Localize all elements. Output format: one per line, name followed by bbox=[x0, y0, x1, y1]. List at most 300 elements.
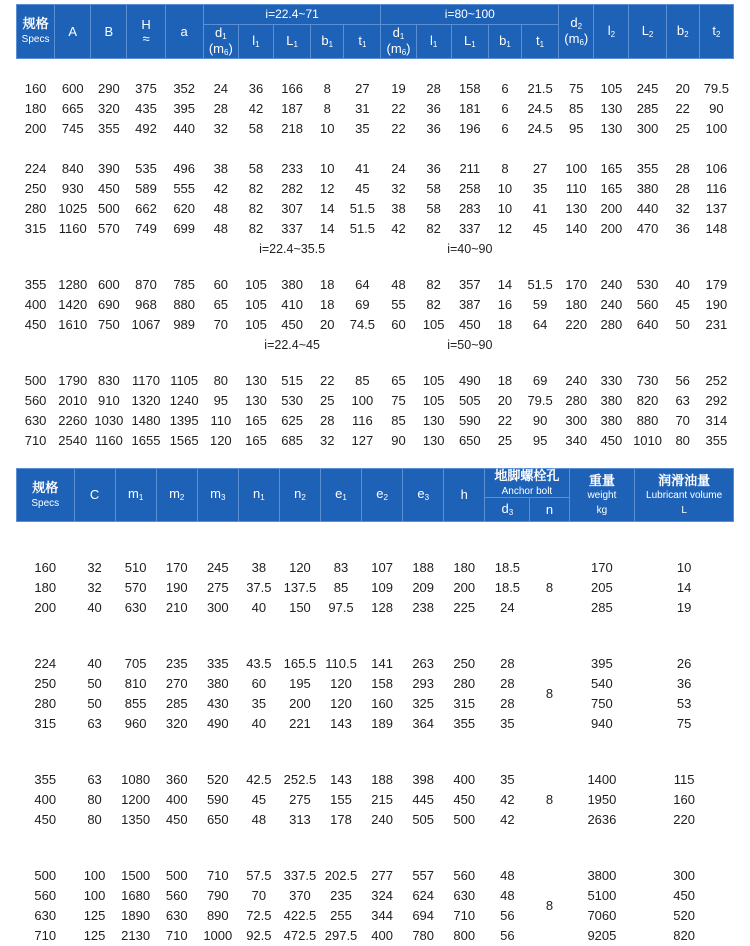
table-cell: 240 bbox=[565, 373, 588, 388]
table-cell: 440 bbox=[173, 121, 196, 136]
table-cell: 270 bbox=[165, 676, 188, 692]
table-cell: 800 bbox=[453, 928, 476, 944]
table-cell: 1105 bbox=[170, 373, 199, 388]
table-cell: 500 bbox=[165, 868, 188, 884]
group-separator bbox=[17, 618, 734, 638]
table-cell: 1320 bbox=[131, 393, 161, 408]
table-cell: 280 bbox=[24, 201, 47, 216]
table-cell: 80 bbox=[675, 433, 690, 448]
table-cell: 1480 bbox=[131, 413, 161, 428]
table-cell: 85 bbox=[569, 101, 584, 116]
table-cell: 8 bbox=[323, 101, 331, 116]
lubricant-cell: 53 bbox=[676, 696, 692, 712]
table-cell: 42 bbox=[391, 221, 406, 236]
table-cell: 105 bbox=[422, 317, 445, 332]
table-cell: 1655 bbox=[131, 433, 161, 448]
table-row bbox=[17, 926, 734, 946]
table-cell: 315 bbox=[34, 716, 57, 732]
table-cell: 492 bbox=[135, 121, 157, 136]
table-cell: 28 bbox=[500, 656, 515, 672]
table-cell: 630 bbox=[165, 908, 188, 924]
table-cell: 40 bbox=[87, 600, 102, 616]
table-cell: 630 bbox=[34, 908, 57, 924]
table-cell: 650 bbox=[458, 433, 481, 448]
lubricant-cell: 115 bbox=[673, 772, 695, 788]
table-cell: 2540 bbox=[58, 433, 88, 448]
table-cell: 749 bbox=[135, 221, 157, 236]
table-cell: 65 bbox=[213, 297, 229, 312]
table-cell: 36 bbox=[675, 221, 690, 236]
header-m3: $m_3$ bbox=[197, 469, 238, 522]
table-row bbox=[17, 866, 734, 886]
table-cell: 35 bbox=[500, 716, 515, 732]
table-cell: 130 bbox=[245, 373, 267, 388]
group-spacer bbox=[17, 638, 734, 654]
table-cell: 422.5 bbox=[283, 908, 317, 924]
header-e2: $e_2$ bbox=[362, 469, 403, 522]
table-cell: 360 bbox=[165, 772, 188, 788]
table-cell: 830 bbox=[98, 373, 120, 388]
table-cell: 285 bbox=[165, 696, 188, 712]
table-cell: 82 bbox=[426, 221, 441, 236]
table-cell: 496 bbox=[173, 161, 196, 176]
table-cell: 22 bbox=[675, 101, 690, 116]
table-cell: 25 bbox=[497, 433, 513, 448]
table-cell: 85 bbox=[355, 373, 370, 388]
table-cell: 72.5 bbox=[246, 908, 272, 924]
table-cell: 200 bbox=[34, 600, 57, 616]
table-cell: 137 bbox=[705, 201, 728, 216]
table-cell: 250 bbox=[24, 181, 47, 196]
table-cell: 55 bbox=[391, 297, 406, 312]
group-separator bbox=[17, 59, 734, 80]
table-cell: 450 bbox=[34, 812, 57, 828]
table-cell: 880 bbox=[173, 297, 196, 312]
header-lubricant: 润滑油量 Lubricant volume L bbox=[635, 469, 734, 522]
table-cell: 910 bbox=[98, 393, 120, 408]
table-cell: 42 bbox=[248, 101, 264, 116]
table-cell: 24.5 bbox=[527, 121, 553, 136]
table-cell: 450 bbox=[453, 792, 476, 808]
table-cell: 160 bbox=[371, 696, 393, 712]
table-cell: 235 bbox=[330, 888, 352, 904]
table-cell: 28 bbox=[426, 81, 441, 96]
table-cell: 1080 bbox=[121, 772, 151, 788]
table-cell: 95 bbox=[569, 121, 584, 136]
table-cell: 80 bbox=[213, 373, 229, 388]
table-cell: 10 bbox=[320, 121, 335, 136]
table-cell: 74.5 bbox=[349, 317, 376, 332]
lubricant-cell: 10 bbox=[676, 560, 692, 576]
table-cell: 109 bbox=[371, 580, 393, 596]
table-cell: 500 bbox=[453, 812, 476, 828]
table-cell: 630 bbox=[453, 888, 476, 904]
table-cell: 989 bbox=[173, 317, 196, 332]
table-cell: 58 bbox=[248, 161, 264, 176]
table-cell: 1160 bbox=[94, 433, 123, 448]
table-cell: 570 bbox=[124, 580, 147, 596]
table-cell: 190 bbox=[165, 580, 188, 596]
table-cell: 435 bbox=[135, 101, 157, 116]
table-cell: 45 bbox=[251, 792, 267, 808]
group-spacer bbox=[17, 355, 734, 371]
table-cell: 195 bbox=[289, 676, 311, 692]
table-cell: 380 bbox=[600, 393, 623, 408]
lubricant-cell: 300 bbox=[673, 868, 695, 884]
table-cell: 560 bbox=[453, 868, 476, 884]
table-cell: 24 bbox=[391, 161, 406, 176]
table-cell: 300 bbox=[206, 600, 229, 616]
table-cell: 180 bbox=[565, 297, 588, 312]
table-cell: 180 bbox=[34, 580, 57, 596]
table-cell: 38 bbox=[213, 161, 229, 176]
group-separator bbox=[17, 830, 734, 850]
header-d1-a: $d_1$ $(m_6)$ bbox=[203, 25, 238, 59]
table-cell: 240 bbox=[600, 297, 623, 312]
table-row bbox=[17, 810, 734, 830]
table-cell: 178 bbox=[330, 812, 352, 828]
table-cell: 307 bbox=[281, 201, 303, 216]
table-cell: 297.5 bbox=[324, 928, 358, 944]
table-cell: 1240 bbox=[169, 393, 199, 408]
lubricant-cell: 520 bbox=[673, 908, 695, 924]
table-cell: 400 bbox=[24, 297, 47, 312]
header-A: A bbox=[55, 5, 91, 59]
table-cell: 890 bbox=[206, 908, 229, 924]
table-cell: 400 bbox=[453, 772, 476, 788]
ratio-range-label: i=22.4~45 bbox=[264, 338, 320, 352]
header-e3: $e_3$ bbox=[403, 469, 444, 522]
table-cell: 158 bbox=[458, 81, 481, 96]
table-cell: 48 bbox=[500, 888, 515, 904]
table-cell: 395 bbox=[173, 101, 196, 116]
table-cell: 128 bbox=[371, 600, 393, 616]
table-cell: 390 bbox=[98, 161, 120, 176]
table-cell: 82 bbox=[248, 201, 264, 216]
table-cell: 275 bbox=[289, 792, 311, 808]
group-spacer bbox=[17, 754, 734, 770]
table-cell: 41 bbox=[355, 161, 370, 176]
table-cell: 221 bbox=[289, 716, 311, 732]
table-cell: 28 bbox=[320, 413, 335, 428]
header-h: h bbox=[444, 469, 485, 522]
table-cell: 130 bbox=[422, 413, 445, 428]
table-cell: 18 bbox=[497, 317, 513, 332]
table-cell: 300 bbox=[565, 413, 588, 428]
table-cell: 18 bbox=[320, 297, 335, 312]
table-cell: 32 bbox=[320, 433, 335, 448]
table-cell: 14 bbox=[320, 221, 335, 236]
table-cell: 440 bbox=[636, 201, 659, 216]
table-cell: 116 bbox=[706, 181, 727, 196]
table-cell: 240 bbox=[600, 277, 623, 292]
table-cell: 1565 bbox=[169, 433, 199, 448]
table-cell: 75 bbox=[569, 81, 584, 96]
table-cell: 63 bbox=[675, 393, 690, 408]
table-cell: 79.5 bbox=[703, 81, 730, 96]
table-cell: 515 bbox=[281, 373, 303, 388]
table-cell: 209 bbox=[412, 580, 435, 596]
table-cell: 337 bbox=[458, 221, 481, 236]
table-cell: 70 bbox=[213, 317, 229, 332]
header-b1-b: $b_1$ bbox=[488, 25, 521, 59]
table-cell: 82 bbox=[248, 181, 264, 196]
table-cell: 22 bbox=[320, 373, 335, 388]
dimension-table-1 bbox=[16, 4, 734, 451]
table-cell: 450 bbox=[600, 433, 623, 448]
table-cell: 38 bbox=[391, 201, 406, 216]
table-cell: 445 bbox=[412, 792, 435, 808]
table-cell: 110 bbox=[565, 181, 587, 196]
table-cell: 315 bbox=[24, 221, 47, 236]
dimension-table-2-body bbox=[17, 522, 734, 946]
header-l1-a: $l_1$ bbox=[238, 25, 273, 59]
table-cell: 105 bbox=[245, 317, 267, 332]
table-cell: 50 bbox=[87, 676, 102, 692]
header-e1: $e_1$ bbox=[320, 469, 361, 522]
table-cell: 250 bbox=[453, 656, 476, 672]
table-cell: 63 bbox=[87, 716, 102, 732]
table-cell: 120 bbox=[289, 560, 311, 576]
table-cell: 40 bbox=[87, 656, 102, 672]
table-cell: 570 bbox=[98, 221, 120, 236]
table-cell: 65 bbox=[391, 373, 406, 388]
header-specs: 规格 Specs bbox=[17, 5, 55, 59]
table-cell: 31 bbox=[355, 101, 370, 116]
table-cell: 200 bbox=[453, 580, 476, 596]
table-cell: 40 bbox=[675, 277, 690, 292]
table-cell: 320 bbox=[165, 716, 188, 732]
table-cell: 280 bbox=[565, 393, 588, 408]
table-cell: 380 bbox=[206, 676, 229, 692]
table-cell: 6 bbox=[501, 101, 509, 116]
table-cell: 1030 bbox=[94, 413, 124, 428]
table-cell: 352 bbox=[173, 81, 196, 96]
table-cell: 590 bbox=[458, 413, 481, 428]
table-cell: 189 bbox=[371, 716, 393, 732]
table-row bbox=[17, 199, 734, 219]
table-cell: 170 bbox=[165, 560, 188, 576]
table-cell: 180 bbox=[453, 560, 476, 576]
table-cell: 70 bbox=[251, 888, 267, 904]
header-m1: $m_1$ bbox=[115, 469, 156, 522]
table-cell: 160 bbox=[34, 560, 57, 576]
table-cell: 20 bbox=[497, 393, 513, 408]
table-cell: 43.5 bbox=[246, 656, 272, 672]
table-cell: 116 bbox=[352, 413, 373, 428]
table-cell: 500 bbox=[34, 868, 57, 884]
table-cell: 32 bbox=[391, 181, 406, 196]
table-cell: 375 bbox=[135, 81, 157, 96]
table-cell: 520 bbox=[206, 772, 229, 788]
table-cell: 180 bbox=[24, 101, 47, 116]
table-row bbox=[17, 694, 734, 714]
table-cell: 60 bbox=[251, 676, 267, 692]
table-cell: 75 bbox=[391, 393, 406, 408]
table-cell: 314 bbox=[705, 413, 728, 428]
weight-cell: 940 bbox=[591, 716, 613, 732]
table-cell: 505 bbox=[458, 393, 481, 408]
table-cell: 355 bbox=[705, 433, 728, 448]
lubricant-cell: 160 bbox=[673, 792, 695, 808]
table-cell: 27 bbox=[532, 161, 548, 176]
table-cell: 100 bbox=[83, 868, 106, 884]
table-cell: 1890 bbox=[121, 908, 151, 924]
table-cell: 557 bbox=[412, 868, 435, 884]
table-cell: 1350 bbox=[121, 812, 151, 828]
table-cell: 24.5 bbox=[527, 101, 553, 116]
header-n1: $n_1$ bbox=[238, 469, 279, 522]
table-cell: 355 bbox=[98, 121, 120, 136]
header-l1-b: $l_1$ bbox=[416, 25, 451, 59]
table-cell: 179 bbox=[705, 277, 728, 292]
table-cell: 28 bbox=[675, 161, 690, 176]
table-cell: 6 bbox=[501, 81, 509, 96]
table-cell: 14 bbox=[497, 277, 513, 292]
table-cell: 560 bbox=[34, 888, 57, 904]
header-t1-a: $t_1$ bbox=[344, 25, 381, 59]
table-cell: 250 bbox=[34, 676, 57, 692]
table-cell: 710 bbox=[206, 868, 229, 884]
table-cell: 97.5 bbox=[328, 600, 354, 616]
table-cell: 1000 bbox=[203, 928, 233, 944]
lubricant-cell: 820 bbox=[673, 928, 695, 944]
table-cell: 48 bbox=[213, 221, 229, 236]
table-cell: 380 bbox=[600, 413, 623, 428]
table-cell: 210 bbox=[165, 600, 188, 616]
table-cell: 105 bbox=[245, 277, 267, 292]
table-cell: 1170 bbox=[132, 373, 160, 388]
table-cell: 330 bbox=[600, 373, 623, 388]
table-cell: 14 bbox=[320, 201, 335, 216]
header-anchor-bolt: 地脚螺栓孔 Anchor bolt bbox=[485, 469, 569, 498]
table-cell: 18 bbox=[320, 277, 335, 292]
table-cell: 285 bbox=[636, 101, 659, 116]
table-cell: 960 bbox=[124, 716, 147, 732]
table-cell: 40 bbox=[251, 716, 267, 732]
table-cell: 662 bbox=[135, 201, 157, 216]
table-cell: 699 bbox=[173, 221, 196, 236]
table-cell: 930 bbox=[61, 181, 84, 196]
table-cell: 20 bbox=[675, 81, 690, 96]
table-cell: 870 bbox=[135, 277, 157, 292]
lubricant-cell: 450 bbox=[673, 888, 695, 904]
weight-cell: 750 bbox=[591, 696, 613, 712]
table-cell: 745 bbox=[61, 121, 84, 136]
table-cell: 36 bbox=[248, 81, 264, 96]
table-cell: 355 bbox=[453, 716, 476, 732]
weight-cell: 285 bbox=[591, 600, 613, 616]
table-cell: 224 bbox=[34, 656, 57, 672]
table-cell: 380 bbox=[636, 181, 659, 196]
table-cell: 165.5 bbox=[283, 656, 317, 672]
table-cell: 137.5 bbox=[283, 580, 317, 596]
table-cell: 472.5 bbox=[283, 928, 317, 944]
table-cell: 238 bbox=[412, 600, 435, 616]
table-cell: 12 bbox=[320, 181, 335, 196]
table-cell: 277 bbox=[371, 868, 393, 884]
lubricant-cell: 36 bbox=[676, 676, 692, 692]
table-cell: 600 bbox=[61, 81, 84, 96]
table-cell: 380 bbox=[281, 277, 303, 292]
table-cell: 51.5 bbox=[349, 201, 376, 216]
table-cell: 202.5 bbox=[324, 868, 358, 884]
table-cell: 357 bbox=[458, 277, 481, 292]
table-row bbox=[17, 578, 734, 598]
table-cell: 16 bbox=[497, 297, 513, 312]
table-cell: 218 bbox=[281, 121, 303, 136]
table-cell: 968 bbox=[135, 297, 157, 312]
table-cell: 535 bbox=[135, 161, 157, 176]
table-cell: 25 bbox=[320, 393, 335, 408]
table-cell: 450 bbox=[165, 812, 188, 828]
table-cell: 165 bbox=[245, 433, 267, 448]
header-d3: $d_3$ bbox=[485, 498, 530, 522]
weight-cell: 1950 bbox=[587, 792, 617, 808]
table-cell: 120 bbox=[330, 696, 352, 712]
header-range-1: i=22.4~71 bbox=[203, 5, 381, 25]
weight-cell: 5100 bbox=[587, 888, 617, 904]
table-cell: 2010 bbox=[58, 393, 88, 408]
header-m2: $m_2$ bbox=[156, 469, 197, 522]
table-cell: 430 bbox=[206, 696, 229, 712]
table-cell: 400 bbox=[34, 792, 57, 808]
table-cell: 105 bbox=[422, 373, 445, 388]
table-cell: 490 bbox=[458, 373, 481, 388]
table-cell: 450 bbox=[98, 181, 120, 196]
table-row bbox=[17, 119, 734, 139]
table-cell: 790 bbox=[206, 888, 229, 904]
table-cell: 705 bbox=[124, 656, 147, 672]
table-cell: 275 bbox=[206, 580, 229, 596]
table-cell: 24 bbox=[500, 600, 515, 616]
table-cell: 56 bbox=[500, 928, 515, 944]
table-cell: 500 bbox=[98, 201, 120, 216]
table-cell: 130 bbox=[245, 393, 267, 408]
table-cell: 293 bbox=[412, 676, 435, 692]
table-cell: 69 bbox=[355, 297, 370, 312]
group-separator bbox=[17, 139, 734, 159]
lubricant-cell: 19 bbox=[676, 600, 692, 616]
table-cell: 85 bbox=[391, 413, 406, 428]
header-specs-2: 规格 Specs bbox=[17, 469, 75, 522]
table-cell: 165 bbox=[600, 181, 623, 196]
table-cell: 200 bbox=[24, 121, 47, 136]
table-cell: 56 bbox=[500, 908, 515, 924]
table-cell: 100 bbox=[83, 888, 106, 904]
table-cell: 280 bbox=[453, 676, 476, 692]
table-cell: 665 bbox=[61, 101, 84, 116]
table-cell: 315 bbox=[453, 696, 476, 712]
table-cell: 60 bbox=[391, 317, 406, 332]
table-cell: 1790 bbox=[58, 373, 88, 388]
table-cell: 35 bbox=[251, 696, 267, 712]
table-cell: 125 bbox=[83, 908, 106, 924]
table-cell: 505 bbox=[412, 812, 435, 828]
table-cell: 750 bbox=[98, 317, 120, 332]
table-cell: 280 bbox=[34, 696, 57, 712]
table-cell: 36 bbox=[426, 121, 441, 136]
weight-cell: 9205 bbox=[587, 928, 617, 944]
table-row bbox=[17, 714, 734, 734]
table-cell: 245 bbox=[206, 560, 229, 576]
table-cell: 200 bbox=[600, 201, 623, 216]
weight-cell: 7060 bbox=[587, 908, 617, 924]
table-cell: 200 bbox=[600, 221, 623, 236]
header-H: H ≈ bbox=[127, 5, 165, 59]
header-l2: $l_2$ bbox=[594, 5, 629, 59]
weight-cell: 3800 bbox=[587, 868, 617, 884]
